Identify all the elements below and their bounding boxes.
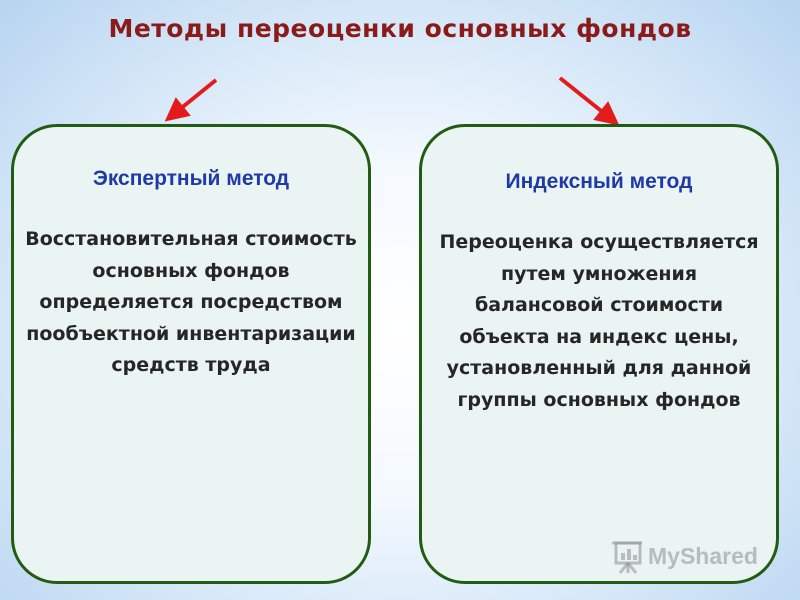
index-method-heading: Индексный метод [505,170,693,193]
presentation-board-icon [610,537,644,575]
index-method-box [419,124,779,584]
watermark-text: MyShared [648,542,758,569]
expert-method-text: Восстановительная стоимость основных фондов определяется посредством пообъектной инвентаризации средств труда [25,228,357,376]
watermark [610,536,758,576]
slide-title: Методы переоценки основных фондов [108,14,692,43]
expert-method-box [11,124,371,584]
expert-method-heading: Экспертный метод [92,167,290,190]
index-method-text: Переоценка осуществляется путем умножения балансовой стоимости объекта на индекс цены, установленный для данной группы основных фондов [439,231,759,411]
arrow-right-icon [0,0,800,140]
